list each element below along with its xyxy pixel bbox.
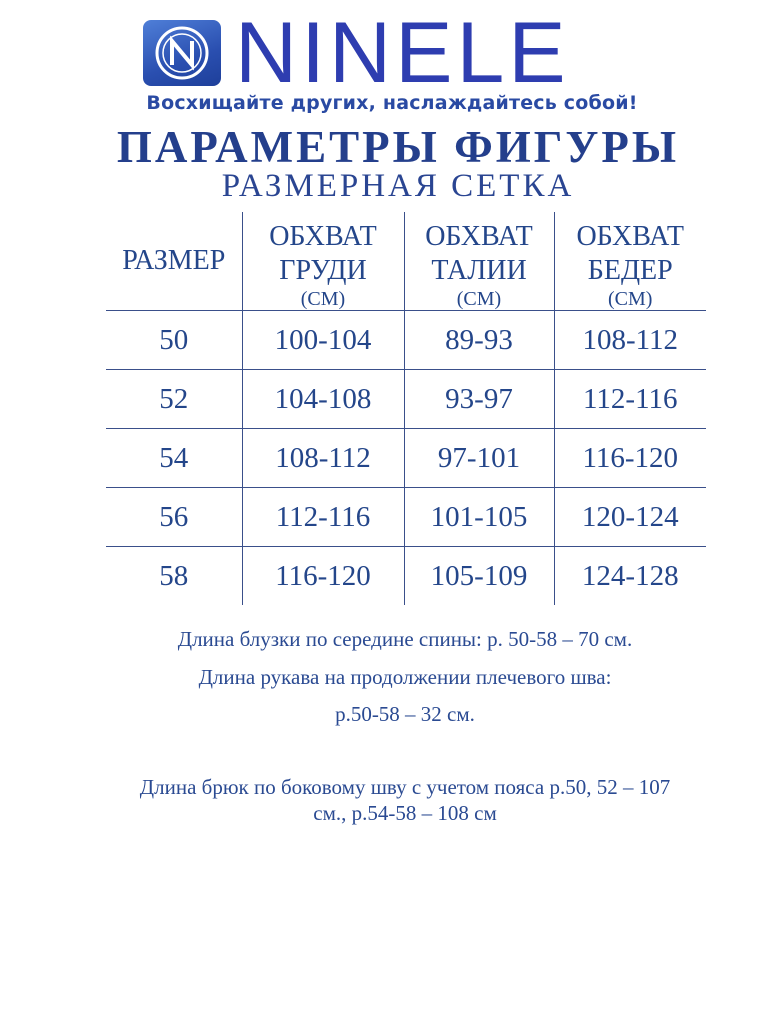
cell-hips: 108-112 (554, 311, 706, 370)
cell-size: 50 (106, 311, 242, 370)
cell-hips: 120-124 (554, 488, 706, 547)
cell-waist: 89-93 (404, 311, 554, 370)
cell-waist: 97-101 (404, 429, 554, 488)
cell-chest: 116-120 (242, 547, 404, 606)
ninele-n-logo-icon (143, 20, 221, 86)
header-hips-line1: ОБХВАТ (576, 221, 685, 252)
header-size-label: РАЗМЕР (122, 245, 226, 276)
cell-size: 54 (106, 429, 242, 488)
header-chest-line1: ОБХВАТ (269, 221, 377, 252)
cell-hips: 124-128 (554, 547, 706, 606)
cell-waist: 93-97 (404, 370, 554, 429)
table-row (106, 547, 706, 606)
cell-waist: 105-109 (404, 547, 554, 606)
size-chart-table (106, 212, 706, 605)
header-waist (404, 212, 554, 311)
header-size (106, 212, 242, 311)
sleeve-length-note-line2: р.50-58 – 32 см. (335, 702, 475, 726)
cell-chest: 100-104 (242, 311, 404, 370)
cell-size: 58 (159, 559, 189, 592)
blouse-length-note: Длина блузки по середине спины: р. 50-58 – 70 см. (177, 627, 633, 651)
cell-chest: 108-112 (242, 429, 404, 488)
tagline: Восхищайте других, наслаждайтесь собой! (146, 92, 638, 114)
header-hips-line2: БЕДЕР (587, 255, 673, 286)
sleeve-length-note-line1: Длина рукава на продолжении плечевого шва: (198, 665, 612, 689)
header-hips (554, 212, 706, 311)
page-subtitle: РАЗМЕРНАЯ СЕТКА (221, 168, 575, 204)
page-title: ПАРАМЕТРЫ ФИГУРЫ (116, 122, 680, 172)
cell-chest: 104-108 (242, 370, 404, 429)
header-chest-line2: ГРУДИ (279, 255, 367, 286)
cell-waist: 101-105 (404, 488, 554, 547)
header-waist-line2: ТАЛИИ (431, 255, 527, 286)
trousers-length-note-line2: см., р.54-58 – 108 см (313, 801, 497, 825)
header-waist-unit: (СМ) (456, 288, 502, 310)
brand-header (143, 5, 570, 101)
cell-chest: 112-116 (242, 488, 404, 547)
cell-hips: 116-120 (554, 429, 706, 488)
header-chest-unit: (СМ) (300, 288, 346, 310)
logo-emblem (152, 23, 212, 83)
header-chest (242, 212, 404, 311)
cell-size: 56 (106, 488, 242, 547)
table-header-row (106, 212, 706, 311)
table-row (106, 311, 706, 370)
header-hips-unit: (СМ) (608, 288, 653, 310)
header-waist-line1: ОБХВАТ (425, 221, 533, 252)
table-row (106, 370, 706, 429)
brand-name: NINELE (235, 5, 570, 101)
cell-hips: 112-116 (554, 370, 706, 429)
table-row (106, 429, 706, 488)
table-row (106, 488, 706, 547)
cell-size: 52 (106, 370, 242, 429)
trousers-length-note-line1: Длина брюк по боковому шву с учетом пояса р.50, 52 – 107 (139, 775, 671, 799)
